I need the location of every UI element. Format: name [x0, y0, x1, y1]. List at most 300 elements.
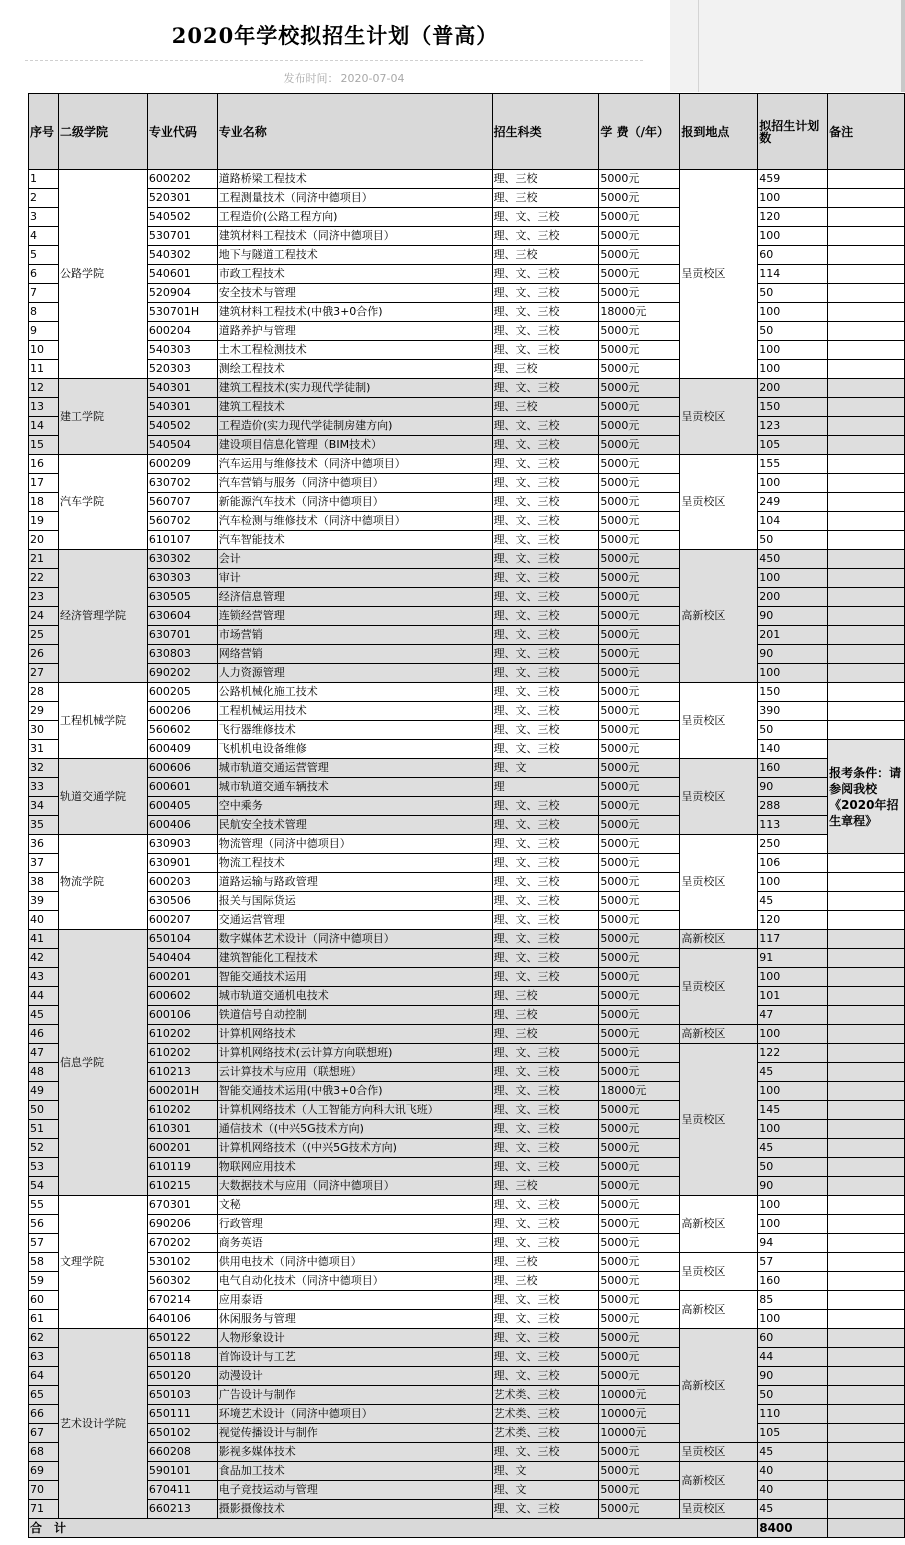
row-index: 6 — [29, 265, 59, 284]
row-index: 4 — [29, 227, 59, 246]
table-row — [29, 474, 905, 493]
subject-category: 理、三校 — [492, 360, 599, 379]
remarks-cell — [828, 892, 905, 911]
major-code: 540504 — [147, 436, 217, 455]
subject-category: 理、文、三校 — [492, 550, 599, 569]
plan-count: 45 — [758, 892, 828, 911]
table-row — [29, 455, 905, 474]
subject-category: 理、文、三校 — [492, 341, 599, 360]
major-code: 670202 — [147, 1234, 217, 1253]
header-remarks: 备注 — [828, 94, 905, 170]
table-row — [29, 379, 905, 398]
major-name: 摄影摄像技术 — [217, 1500, 492, 1519]
major-code: 540301 — [147, 398, 217, 417]
major-name: 工程造价(实力现代学徒制房建方向) — [217, 417, 492, 436]
plan-count: 201 — [758, 626, 828, 645]
table-row — [29, 854, 905, 873]
remarks-cell — [828, 1367, 905, 1386]
major-code: 660208 — [147, 1443, 217, 1462]
remarks-cell — [828, 588, 905, 607]
row-index: 60 — [29, 1291, 59, 1310]
table-row — [29, 683, 905, 702]
plan-count: 123 — [758, 417, 828, 436]
remarks-cell — [828, 170, 905, 189]
major-name: 工程机械运用技术 — [217, 702, 492, 721]
subject-category: 理、三校 — [492, 189, 599, 208]
subject-category: 理、文、三校 — [492, 493, 599, 512]
remarks-cell — [828, 1329, 905, 1348]
tuition: 5000元 — [599, 588, 680, 607]
major-name: 休闲服务与管理 — [217, 1310, 492, 1329]
header-category: 招生科类 — [492, 94, 599, 170]
table-row — [29, 189, 905, 208]
remarks-cell — [828, 1253, 905, 1272]
plan-count: 100 — [758, 227, 828, 246]
major-name: 市场营销 — [217, 626, 492, 645]
tuition: 5000元 — [599, 759, 680, 778]
major-name: 工程造价(公路工程方向) — [217, 208, 492, 227]
major-name: 道路养护与管理 — [217, 322, 492, 341]
plan-count: 110 — [758, 1405, 828, 1424]
major-code: 600201 — [147, 968, 217, 987]
plan-count: 45 — [758, 1139, 828, 1158]
major-name: 飞行器维修技术 — [217, 721, 492, 740]
major-name: 智能交通技术运用(中俄3+0合作) — [217, 1082, 492, 1101]
table-row — [29, 1253, 905, 1272]
table-row — [29, 436, 905, 455]
plan-count: 100 — [758, 303, 828, 322]
major-code: 540502 — [147, 417, 217, 436]
major-name: 建筑工程技术 — [217, 398, 492, 417]
subject-category: 理、文、三校 — [492, 303, 599, 322]
subject-category: 理、文、三校 — [492, 1310, 599, 1329]
college-cell: 文理学院 — [58, 1196, 147, 1329]
major-name: 计算机网络技术 — [217, 1025, 492, 1044]
major-code: 610107 — [147, 531, 217, 550]
row-index: 65 — [29, 1386, 59, 1405]
tuition: 5000元 — [599, 360, 680, 379]
remarks-cell — [828, 360, 905, 379]
major-name: 安全技术与管理 — [217, 284, 492, 303]
major-name: 建筑智能化工程技术 — [217, 949, 492, 968]
subject-category: 理、文、三校 — [492, 664, 599, 683]
major-name: 汽车营销与服务（同济中德项目） — [217, 474, 492, 493]
major-name: 新能源汽车技术（同济中德项目） — [217, 493, 492, 512]
major-name: 公路机械化施工技术 — [217, 683, 492, 702]
table-row — [29, 1158, 905, 1177]
plan-count: 45 — [758, 1443, 828, 1462]
subject-category: 理、文、三校 — [492, 949, 599, 968]
table-row — [29, 1443, 905, 1462]
major-code: 520301 — [147, 189, 217, 208]
row-index: 67 — [29, 1424, 59, 1443]
plan-count: 155 — [758, 455, 828, 474]
remarks-cell — [828, 455, 905, 474]
table-row — [29, 1405, 905, 1424]
major-name: 商务英语 — [217, 1234, 492, 1253]
plan-count: 50 — [758, 1386, 828, 1405]
tuition: 5000元 — [599, 1025, 680, 1044]
table-row — [29, 1481, 905, 1500]
major-code: 600206 — [147, 702, 217, 721]
table-row — [29, 1101, 905, 1120]
row-index: 1 — [29, 170, 59, 189]
table-row — [29, 360, 905, 379]
campus-location: 高新校区 — [680, 1291, 758, 1329]
plan-count: 100 — [758, 1215, 828, 1234]
remarks-cell — [828, 645, 905, 664]
plan-count: 100 — [758, 1120, 828, 1139]
remarks-cell — [828, 1006, 905, 1025]
plan-count: 459 — [758, 170, 828, 189]
campus-location: 呈贡校区 — [680, 379, 758, 455]
campus-location: 呈贡校区 — [680, 1253, 758, 1291]
tuition: 5000元 — [599, 1006, 680, 1025]
table-row — [29, 1310, 905, 1329]
row-index: 43 — [29, 968, 59, 987]
row-index: 64 — [29, 1367, 59, 1386]
tuition: 5000元 — [599, 1481, 680, 1500]
row-index: 54 — [29, 1177, 59, 1196]
college-cell: 信息学院 — [58, 930, 147, 1196]
table-row — [29, 1196, 905, 1215]
plan-count: 90 — [758, 778, 828, 797]
major-name: 通信技术（(中兴5G技术方向) — [217, 1120, 492, 1139]
major-code: 600207 — [147, 911, 217, 930]
row-index: 30 — [29, 721, 59, 740]
row-index: 52 — [29, 1139, 59, 1158]
subject-category: 理、三校 — [492, 987, 599, 1006]
major-code: 600405 — [147, 797, 217, 816]
row-index: 22 — [29, 569, 59, 588]
subject-category: 理、文、三校 — [492, 1120, 599, 1139]
subject-category: 理、文、三校 — [492, 1348, 599, 1367]
campus-location: 呈贡校区 — [680, 170, 758, 379]
major-code: 600204 — [147, 322, 217, 341]
major-code: 600203 — [147, 873, 217, 892]
row-index: 57 — [29, 1234, 59, 1253]
row-index: 24 — [29, 607, 59, 626]
tuition: 5000元 — [599, 512, 680, 531]
table-row — [29, 911, 905, 930]
table-row — [29, 968, 905, 987]
tuition: 5000元 — [599, 550, 680, 569]
major-name: 地下与隧道工程技术 — [217, 246, 492, 265]
subject-category: 理、三校 — [492, 1177, 599, 1196]
subject-category: 理、文、三校 — [492, 911, 599, 930]
tuition: 5000元 — [599, 1348, 680, 1367]
table-row — [29, 1139, 905, 1158]
remarks-cell — [828, 626, 905, 645]
subject-category: 理、文、三校 — [492, 569, 599, 588]
table-row — [29, 873, 905, 892]
tuition: 5000元 — [599, 265, 680, 284]
subject-category: 理、文、三校 — [492, 455, 599, 474]
tuition: 5000元 — [599, 873, 680, 892]
plan-count: 100 — [758, 569, 828, 588]
major-code: 600406 — [147, 816, 217, 835]
major-code: 630701 — [147, 626, 217, 645]
header-location: 报到地点 — [680, 94, 758, 170]
row-index: 51 — [29, 1120, 59, 1139]
title-divider — [25, 60, 643, 61]
row-index: 28 — [29, 683, 59, 702]
plan-count: 47 — [758, 1006, 828, 1025]
subject-category: 理、文、三校 — [492, 531, 599, 550]
remarks-cell — [828, 550, 905, 569]
table-row — [29, 740, 905, 759]
row-index: 58 — [29, 1253, 59, 1272]
remarks-cell — [828, 1310, 905, 1329]
major-name: 影视多媒体技术 — [217, 1443, 492, 1462]
tuition: 5000元 — [599, 531, 680, 550]
publish-date: 2020-07-04 — [340, 72, 405, 85]
major-code: 690206 — [147, 1215, 217, 1234]
subject-category: 理、文、三校 — [492, 740, 599, 759]
major-code: 600209 — [147, 455, 217, 474]
tuition: 5000元 — [599, 1329, 680, 1348]
remarks-cell — [828, 208, 905, 227]
row-index: 13 — [29, 398, 59, 417]
remarks-cell — [828, 1386, 905, 1405]
major-code: 560602 — [147, 721, 217, 740]
tuition: 5000元 — [599, 740, 680, 759]
plan-count: 200 — [758, 379, 828, 398]
table-row — [29, 607, 905, 626]
subject-category: 理、文、三校 — [492, 645, 599, 664]
major-name: 连锁经营管理 — [217, 607, 492, 626]
remarks-cell — [828, 721, 905, 740]
campus-location: 呈贡校区 — [680, 1443, 758, 1462]
table-row — [29, 1291, 905, 1310]
page-title: 2020年学校拟招生计划（普高） — [171, 23, 499, 48]
plan-count: 100 — [758, 664, 828, 683]
table-row — [29, 835, 905, 854]
subject-category: 理 — [492, 778, 599, 797]
row-index: 10 — [29, 341, 59, 360]
remarks-cell — [828, 1215, 905, 1234]
college-cell: 轨道交通学院 — [58, 759, 147, 835]
remarks-cell — [828, 341, 905, 360]
table-row — [29, 1120, 905, 1139]
table-row — [29, 892, 905, 911]
campus-location: 高新校区 — [680, 1329, 758, 1443]
tuition: 5000元 — [599, 1462, 680, 1481]
tuition: 5000元 — [599, 1063, 680, 1082]
remarks-cell — [828, 949, 905, 968]
major-name: 环境艺术设计（同济中德项目） — [217, 1405, 492, 1424]
table-row — [29, 1500, 905, 1519]
table-row — [29, 170, 905, 189]
major-name: 人力资源管理 — [217, 664, 492, 683]
subject-category: 理、文、三校 — [492, 1082, 599, 1101]
subject-category: 理、文、三校 — [492, 265, 599, 284]
remarks-cell — [828, 493, 905, 512]
row-index: 40 — [29, 911, 59, 930]
table-row — [29, 284, 905, 303]
major-name: 计算机网络技术（(中兴5G技术方向) — [217, 1139, 492, 1158]
tuition: 5000元 — [599, 968, 680, 987]
tuition: 10000元 — [599, 1405, 680, 1424]
publish-info — [0, 70, 690, 86]
table-row — [29, 949, 905, 968]
plan-count: 117 — [758, 930, 828, 949]
table-row — [29, 1386, 905, 1405]
major-name: 飞机机电设备维修 — [217, 740, 492, 759]
tuition: 5000元 — [599, 1158, 680, 1177]
campus-location: 呈贡校区 — [680, 683, 758, 759]
plan-count: 160 — [758, 759, 828, 778]
remarks-cell — [828, 607, 905, 626]
tuition: 5000元 — [599, 1291, 680, 1310]
major-code: 600409 — [147, 740, 217, 759]
subject-category: 理、文、三校 — [492, 1158, 599, 1177]
major-name: 行政管理 — [217, 1215, 492, 1234]
plan-count: 50 — [758, 284, 828, 303]
major-code: 600106 — [147, 1006, 217, 1025]
row-index: 32 — [29, 759, 59, 778]
table-row — [29, 398, 905, 417]
major-code: 600205 — [147, 683, 217, 702]
plan-count: 85 — [758, 1291, 828, 1310]
row-index: 36 — [29, 835, 59, 854]
major-code: 600601 — [147, 778, 217, 797]
tuition: 5000元 — [599, 626, 680, 645]
major-name: 城市轨道交通机电技术 — [217, 987, 492, 1006]
major-code: 540303 — [147, 341, 217, 360]
major-name: 人物形象设计 — [217, 1329, 492, 1348]
tuition: 5000元 — [599, 474, 680, 493]
campus-location: 高新校区 — [680, 550, 758, 683]
row-index: 62 — [29, 1329, 59, 1348]
plan-count: 249 — [758, 493, 828, 512]
subject-category: 理、文、三校 — [492, 1367, 599, 1386]
major-name: 报关与国际货运 — [217, 892, 492, 911]
tuition: 5000元 — [599, 892, 680, 911]
major-code: 530102 — [147, 1253, 217, 1272]
subject-category: 理、文、三校 — [492, 379, 599, 398]
plan-count: 50 — [758, 1158, 828, 1177]
subject-category: 理、文、三校 — [492, 1063, 599, 1082]
subject-category: 理、文、三校 — [492, 702, 599, 721]
major-code: 670301 — [147, 1196, 217, 1215]
plan-count: 44 — [758, 1348, 828, 1367]
plan-count: 45 — [758, 1500, 828, 1519]
table-row — [29, 797, 905, 816]
major-name: 建筑工程技术(实力现代学徒制) — [217, 379, 492, 398]
remarks-cell — [828, 1044, 905, 1063]
major-code: 670214 — [147, 1291, 217, 1310]
plan-count: 100 — [758, 474, 828, 493]
row-index: 53 — [29, 1158, 59, 1177]
subject-category: 理、文、三校 — [492, 854, 599, 873]
remarks-cell — [828, 189, 905, 208]
table-row — [29, 531, 905, 550]
major-code: 630506 — [147, 892, 217, 911]
subject-category: 理、文、三校 — [492, 1139, 599, 1158]
remarks-cell — [828, 569, 905, 588]
table-row — [29, 569, 905, 588]
subject-category: 理、文、三校 — [492, 930, 599, 949]
remarks-cell — [828, 1462, 905, 1481]
table-row — [29, 1063, 905, 1082]
table-row — [29, 227, 905, 246]
table-row — [29, 626, 905, 645]
tuition: 5000元 — [599, 1443, 680, 1462]
remarks-cell — [828, 968, 905, 987]
plan-count: 60 — [758, 246, 828, 265]
tuition: 5000元 — [599, 1196, 680, 1215]
major-name: 广告设计与制作 — [217, 1386, 492, 1405]
table-row — [29, 1272, 905, 1291]
row-index: 66 — [29, 1405, 59, 1424]
major-name: 网络营销 — [217, 645, 492, 664]
major-code: 600201 — [147, 1139, 217, 1158]
subject-category: 理、文、三校 — [492, 227, 599, 246]
major-name: 审计 — [217, 569, 492, 588]
plan-count: 91 — [758, 949, 828, 968]
tuition: 5000元 — [599, 911, 680, 930]
remarks-cell — [828, 664, 905, 683]
header-college: 二级学院 — [58, 94, 147, 170]
row-index: 21 — [29, 550, 59, 569]
subject-category: 理、文、三校 — [492, 1044, 599, 1063]
subject-category: 理、文、三校 — [492, 816, 599, 835]
total-remarks — [828, 1519, 905, 1538]
row-index: 8 — [29, 303, 59, 322]
remarks-cell — [828, 227, 905, 246]
row-index: 34 — [29, 797, 59, 816]
major-code: 650104 — [147, 930, 217, 949]
side-panel-background — [670, 0, 905, 92]
plan-count: 450 — [758, 550, 828, 569]
remarks-cell — [828, 1139, 905, 1158]
plan-count: 94 — [758, 1234, 828, 1253]
remarks-cell — [828, 1025, 905, 1044]
plan-count: 150 — [758, 683, 828, 702]
major-name: 经济信息管理 — [217, 588, 492, 607]
subject-category: 理、文、三校 — [492, 1196, 599, 1215]
tuition: 5000元 — [599, 1120, 680, 1139]
subject-category: 理、文、三校 — [492, 721, 599, 740]
subject-category: 艺术类、三校 — [492, 1386, 599, 1405]
table-row — [29, 1234, 905, 1253]
major-code: 650103 — [147, 1386, 217, 1405]
campus-location: 高新校区 — [680, 1025, 758, 1044]
subject-category: 理、文、三校 — [492, 1101, 599, 1120]
plan-count: 100 — [758, 341, 828, 360]
tuition: 5000元 — [599, 208, 680, 227]
major-name: 市政工程技术 — [217, 265, 492, 284]
row-index: 35 — [29, 816, 59, 835]
remarks-cell — [828, 702, 905, 721]
major-code: 650118 — [147, 1348, 217, 1367]
header-index: 序号 — [29, 94, 59, 170]
remarks-cell — [828, 1348, 905, 1367]
college-cell: 工程机械学院 — [58, 683, 147, 759]
major-code: 630604 — [147, 607, 217, 626]
major-name: 文秘 — [217, 1196, 492, 1215]
table-row — [29, 322, 905, 341]
campus-location: 呈贡校区 — [680, 1500, 758, 1519]
subject-category: 理、三校 — [492, 246, 599, 265]
row-index: 41 — [29, 930, 59, 949]
tuition: 5000元 — [599, 436, 680, 455]
plan-count: 120 — [758, 208, 828, 227]
table-row — [29, 1424, 905, 1443]
remarks-cell — [828, 987, 905, 1006]
publish-label: 发布时间： — [283, 72, 339, 85]
